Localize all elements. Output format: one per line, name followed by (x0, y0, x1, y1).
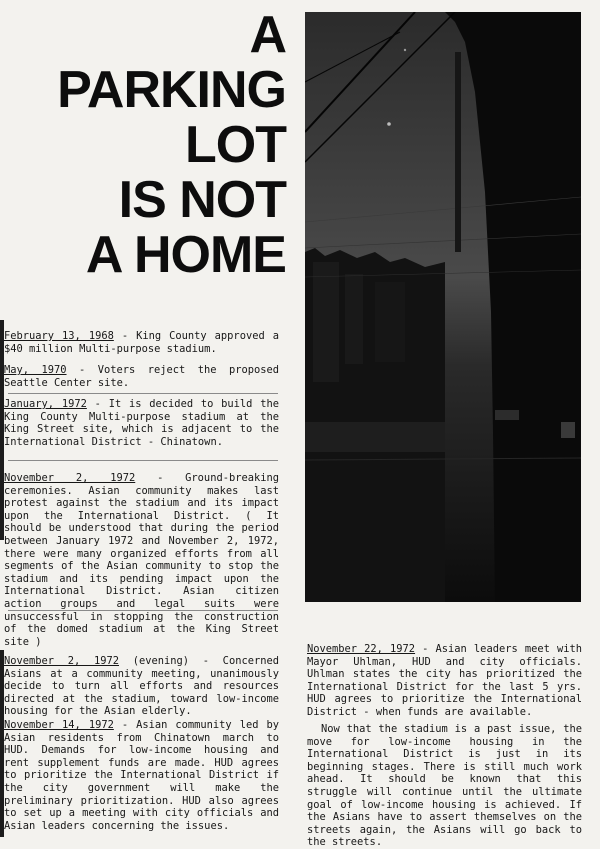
photo-image (305, 12, 581, 602)
entry-text: - King County approved a $40 million Multi-purpose stadium. (4, 330, 279, 355)
divider (8, 610, 278, 611)
divider (8, 460, 278, 461)
headline-line: A (249, 6, 286, 64)
entry-date: May, 1970 (4, 364, 67, 376)
timeline-entry (4, 330, 279, 355)
entry-text: - It is decided to build the King County Multi-purpose stadium at the King Street site, which is adjacent to the International District - Chinatown. (4, 398, 279, 448)
timeline-entry (4, 364, 279, 389)
entry-date: November 2, 1972 (4, 472, 136, 484)
entry-text: - Voters reject the proposed Seattle Center site. (4, 364, 279, 389)
timeline-entry (307, 643, 582, 719)
headline-line: LOT (185, 116, 286, 174)
timeline-entry (4, 719, 279, 832)
divider (8, 393, 278, 394)
timeline-entry (4, 398, 279, 448)
timeline-entry (4, 655, 279, 718)
headline-line: PARKING (57, 61, 286, 119)
entry-date: February 13, 1968 (4, 330, 114, 342)
timeline-entry (4, 472, 279, 648)
entry-date: November 22, 1972 (307, 643, 416, 655)
entry-date: November 2, 1972 (4, 655, 119, 667)
stadium-construction-photo (305, 12, 581, 602)
entry-date: January, 1972 (4, 398, 87, 410)
closing-paragraph (307, 723, 582, 849)
headline-line: IS NOT (118, 171, 286, 229)
headline (14, 8, 286, 283)
entry-text: - Asian community led by Asian residents from Chinatown march to HUD. Demands for low-income housing and rent supplement funds are made. HUD agrees to prioritize the International District if the city government will make the preliminary prioritization. HUD also agrees to set up a meeting with city officials and Asian leaders concerning the issues. (4, 719, 279, 832)
entry-text: (evening) - Concerned Asians at a community meeting, unanimously decide to turn all efforts and resources directed at the stadium, toward low-income housing for the Asian elderly. (4, 655, 279, 718)
closing-text: Now that the stadium is a past issue, the move for low-income housing in the International District is just in its beginning stages. There is still much work ahead. It should be known that this struggle will continue until the ultimate goal of low-income housing is achieved. If the Asians have to assert themselves on the streets again, the Asians will go back to the streets. (307, 723, 582, 849)
headline-line: A HOME (85, 226, 286, 284)
entry-text: - Ground-breaking ceremonies. Asian community makes last protest against the stadium and its impact upon the International District. ( It should be understood that during the period between January 1972 and November 2, 1972, there were many organized efforts from all segments of the Asian community to stop the stadium and its pending impact upon the International District. Asian citizen action groups and legal suits were unsuccessful in stopping the construction of the domed stadium at the King Street site ) (4, 472, 280, 648)
entry-text: - Asian leaders meet with Mayor Uhlman, HUD and city officials. Uhlman states the city has prioritized the International District for the last 5 yrs. HUD agrees to prioritize the International District - when funds are available. (307, 643, 582, 718)
entry-date: November 14, 1972 (4, 719, 114, 731)
